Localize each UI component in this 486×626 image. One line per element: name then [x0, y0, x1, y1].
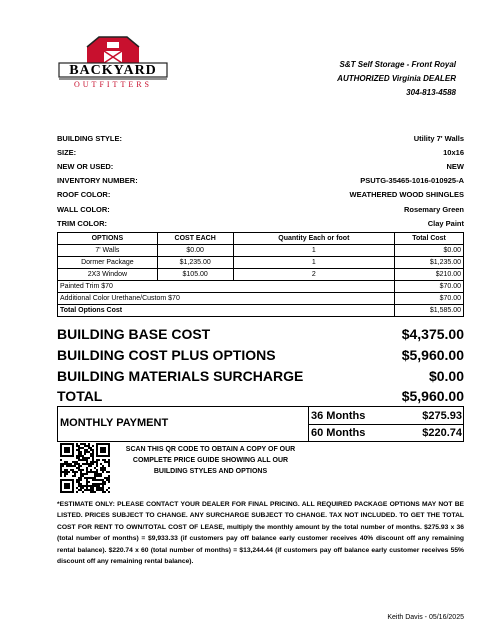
building-specs [57, 131, 464, 230]
summary-value: $5,960.00 [401, 347, 464, 363]
option-qty: 1 [233, 245, 395, 257]
option-qty: 2 [233, 269, 395, 281]
spec-value: PSUTG-35465-1016-010925-A [360, 176, 464, 186]
payment-plans [308, 407, 464, 441]
header-quantity: Quantity Each or foot [233, 233, 395, 245]
dealer-phone: 304-813-4588 [406, 88, 456, 97]
table-header-row [58, 233, 464, 245]
summary-value: $5,960.00 [401, 388, 464, 404]
payment-plan-row [309, 407, 464, 424]
estimate-disclaimer: *ESTIMATE ONLY: PLEASE CONTACT YOUR DEALER FOR FINAL PRICING. ALL REQUIRED PACKAGE OPTIONS MAY NOT BE LISTED. PRICES SUBJECT TO CHANGE. ANY SURCHARGE SUBJECT TO CHANGE. TAX NOT INCLUDED. TO GET THE TOTAL COST FOR RENT TO OWN/TOTAL COST OF LEASE, multiply the monthly amount by the total number of months. $275.93 x 36 (total number of months) = $9,933.33 (if customers pay off balance early customer receives 40% discount off any remaining rental balance). $220.74 x 60 (total number of months) = $13,244.44 (if customers pay off balance early customer receives 55% discount off any remaining rental balance). [57, 501, 464, 566]
plan-term: 60 Months [311, 427, 366, 439]
option-total: $210.00 [395, 269, 464, 281]
summary-total [57, 388, 464, 404]
header-cost-each: COST EACH [157, 233, 233, 245]
extra-option-total: $70.00 [395, 293, 464, 305]
summary-materials-surcharge [57, 368, 464, 384]
spec-label: NEW OR USED: [57, 161, 114, 171]
total-options-label: Total Options Cost [58, 305, 395, 317]
logo-subtitle: OUTFITTERS [74, 80, 152, 89]
spec-label: WALL COLOR: [57, 204, 110, 214]
dealer-name: S&T Self Storage - Front Royal [339, 60, 456, 69]
payment-plan-row [309, 424, 464, 441]
summary-base-cost [57, 326, 464, 342]
options-table [57, 232, 464, 317]
spec-value: WEATHERED WOOD SHINGLES [349, 190, 464, 200]
option-cost: $1,235.00 [157, 257, 233, 269]
qr-code[interactable] [60, 443, 110, 493]
summary-label: BUILDING BASE COST [57, 326, 211, 342]
monthly-payment-label: MONTHLY PAYMENT [60, 417, 169, 429]
spec-row [57, 145, 464, 159]
monthly-payment-box [57, 406, 464, 442]
spec-value: NEW [446, 161, 464, 171]
extra-option-name: Painted Trim $70 [58, 281, 395, 293]
option-total: $0.00 [395, 245, 464, 257]
dealer-status: AUTHORIZED Virginia DEALER [337, 74, 456, 83]
plan-amount: $220.74 [422, 427, 462, 439]
spec-label: BUILDING STYLE: [57, 133, 122, 143]
spec-label: INVENTORY NUMBER: [57, 176, 138, 186]
extra-option-name: Additional Color Urethane/Custom $70 [58, 293, 395, 305]
table-row [58, 281, 464, 293]
spec-value: Rosemary Green [403, 204, 464, 214]
option-qty: 1 [233, 257, 395, 269]
spec-row [57, 188, 464, 202]
summary-label: BUILDING COST PLUS OPTIONS [57, 347, 276, 363]
option-cost: $0.00 [157, 245, 233, 257]
dealer-info [337, 58, 456, 100]
table-row [58, 269, 464, 281]
option-cost: $105.00 [157, 269, 233, 281]
table-total-row [58, 305, 464, 317]
spec-row [57, 131, 464, 145]
spec-label: SIZE: [57, 147, 77, 157]
header-options: OPTIONS [58, 233, 158, 245]
qr-instructions: SCAN THIS QR CODE TO OBTAIN A COPY OF OUR COMPLETE PRICE GUIDE SHOWING ALL OUR BUILDING STYLES AND OPTIONS [125, 446, 296, 475]
table-row [58, 257, 464, 269]
spec-row [57, 159, 464, 173]
option-total: $1,235.00 [395, 257, 464, 269]
summary-value: $0.00 [428, 368, 464, 384]
header-total-cost: Total Cost [395, 233, 464, 245]
plan-amount: $275.93 [422, 409, 462, 422]
summary-label: BUILDING MATERIALS SURCHARGE [57, 368, 304, 384]
table-row [58, 245, 464, 257]
option-name: 7' Walls [58, 245, 158, 257]
option-name: 2X3 Window [58, 269, 158, 281]
spec-row [57, 202, 464, 216]
spec-label: TRIM COLOR: [57, 218, 107, 228]
extra-option-total: $70.00 [395, 281, 464, 293]
spec-value: Utility 7' Walls [413, 133, 464, 143]
backyard-outfitters-logo [57, 33, 169, 93]
spec-row [57, 174, 464, 188]
signature-date: Keith Davis - 05/16/2025 [387, 614, 464, 621]
option-name: Dormer Package [58, 257, 158, 269]
logo-wordmark: BACKYARD [69, 63, 157, 78]
summary-label: TOTAL [57, 388, 103, 404]
total-options-value: $1,585.00 [395, 305, 464, 317]
spec-label: ROOF COLOR: [57, 190, 111, 200]
summary-value: $4,375.00 [401, 326, 464, 342]
table-row [58, 293, 464, 305]
spec-value: Clay Paint [427, 218, 464, 228]
summary-cost-plus-options [57, 347, 464, 363]
spec-value: 10x16 [443, 147, 464, 157]
plan-term: 36 Months [311, 409, 366, 422]
spec-row [57, 216, 464, 230]
